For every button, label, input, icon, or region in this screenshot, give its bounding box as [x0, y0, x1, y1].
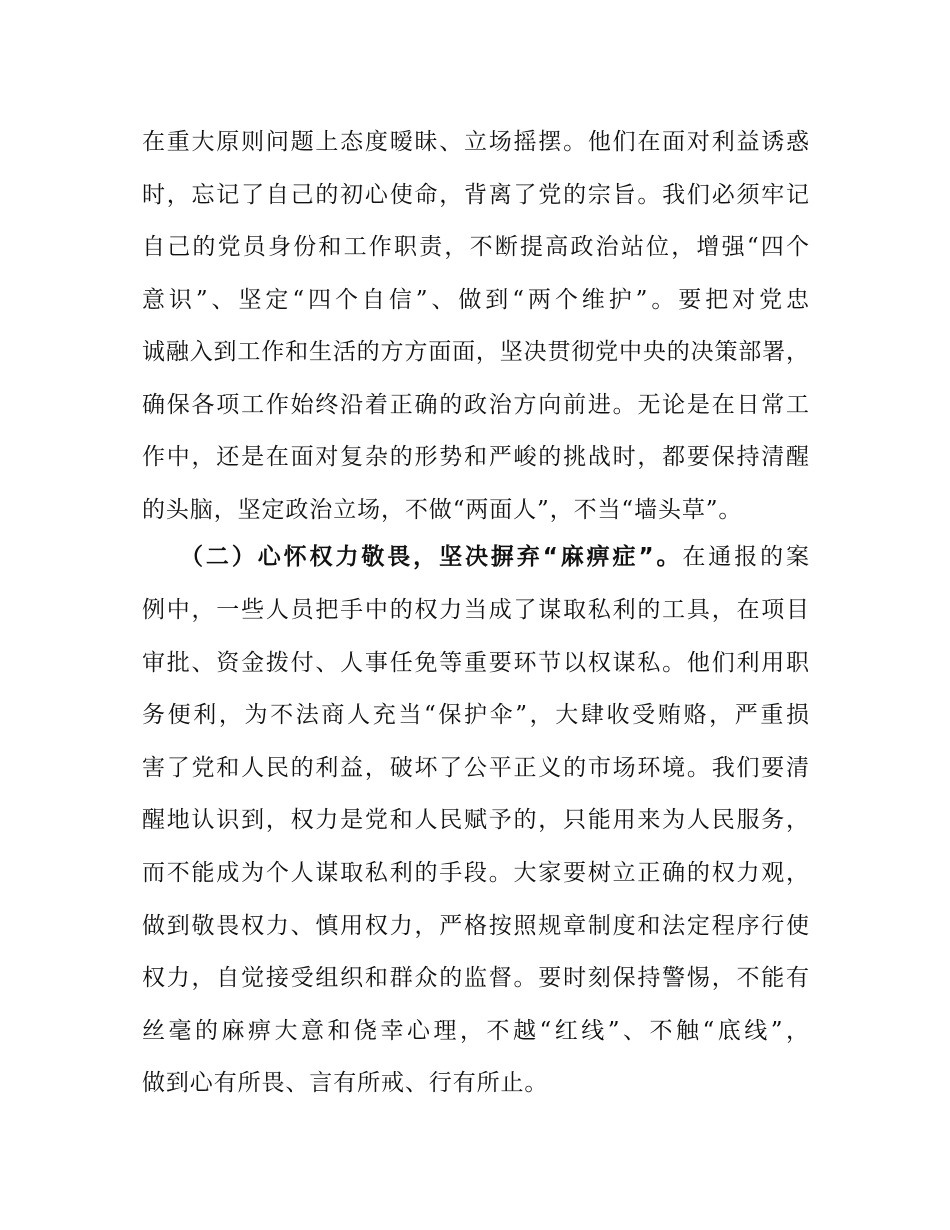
text-line: 权力，自觉接受组织和群众的监督。要时刻保持警惕，不能有 [142, 965, 809, 992]
text-line: 做到心有所畏、言有所戒、行有所止。 [142, 1070, 549, 1097]
text-line: 意识”、坚定“四个自信”、做到“两个维护”。要把对党忠 [142, 286, 809, 313]
text-line: 做到敬畏权力、慎用权力，严格按照规章制度和法定程序行使 [142, 912, 809, 939]
text-line: 例中，一些人员把手中的权力当成了谋取私利的工具，在项目 [142, 597, 809, 623]
heading-tail-text: 在通报的案 [682, 544, 810, 570]
text-line: 丝毫的麻痹大意和侥幸心理，不越“红线”、不触“底线”， [142, 1017, 809, 1044]
text-line: 醒地认识到，权力是党和人民赋予的，只能用来为人民服务， [142, 807, 809, 834]
text-line: 在重大原则问题上态度暧昧、立场摇摆。他们在面对利益诱惑 [142, 129, 809, 155]
text-line: 的头脑，坚定政治立场，不做“两面人”，不当“墙头草”。 [142, 496, 743, 523]
text-line: 自己的党员身份和工作职责，不断提高政治站位，增强“四个 [142, 234, 809, 260]
text-line: 诚融入到工作和生活的方方面面，坚决贯彻党中央的决策部署， [142, 339, 809, 365]
text-line: 审批、资金拨付、人事任免等重要环节以权谋私。他们利用职 [142, 649, 809, 676]
paragraph-2-first-line [180, 542, 809, 572]
text-line: 时，忘记了自己的初心使命，背离了党的宗旨。我们必须牢记 [142, 181, 809, 208]
section-heading: （二）心怀权力敬畏，坚决摒弃“麻痹症”。 [180, 544, 683, 570]
text-line: 而不能成为个人谋取私利的手段。大家要树立正确的权力观， [142, 860, 809, 886]
text-line: 害了党和人民的利益，破坏了公平正义的市场环境。我们要清 [142, 754, 809, 781]
text-line: 作中，还是在面对复杂的形势和严峻的挑战时，都要保持清醒 [142, 444, 809, 470]
text-line: 确保各项工作始终沿着正确的政治方向前进。无论是在日常工 [142, 391, 809, 418]
text-line: 务便利，为不法商人充当“保护伞”，大肆收受贿赂，严重损 [142, 702, 809, 729]
